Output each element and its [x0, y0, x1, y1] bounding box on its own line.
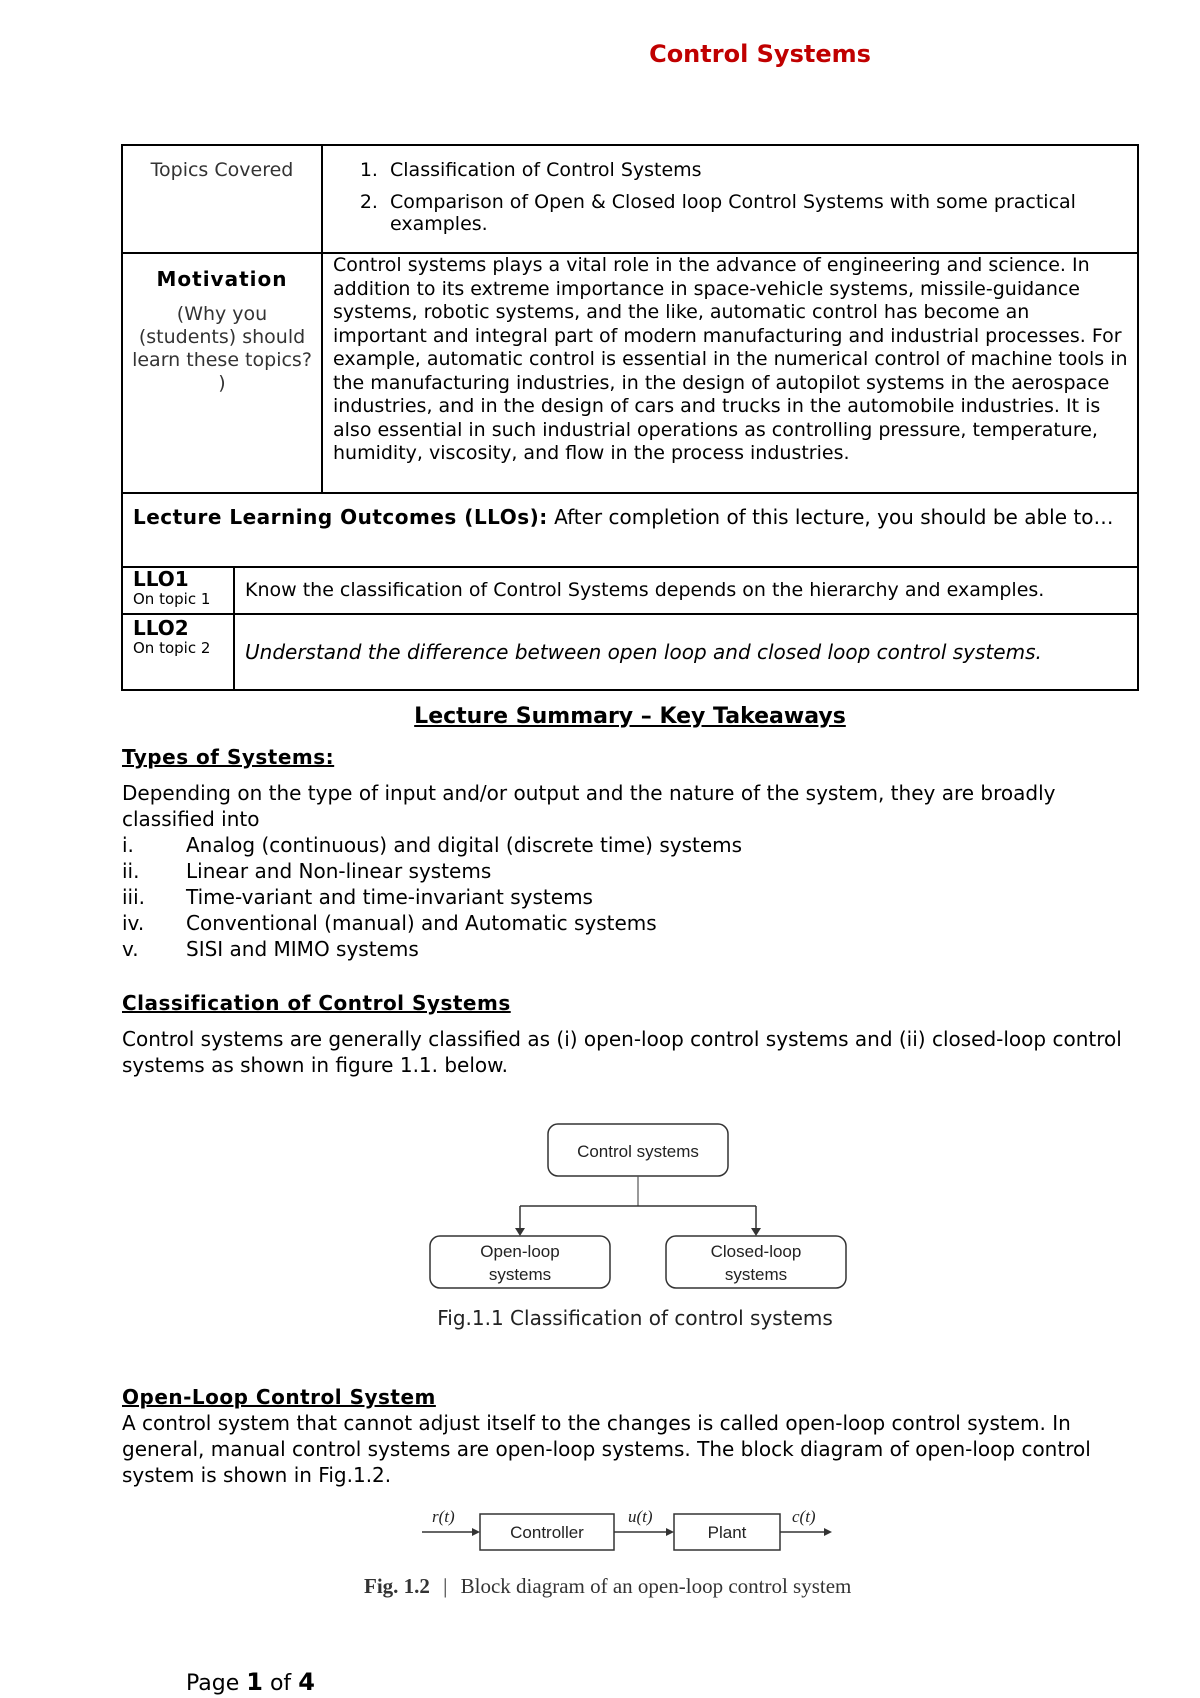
classification-diagram — [420, 1120, 860, 1295]
llo-text-cell — [234, 614, 1138, 690]
list-item — [122, 832, 1142, 858]
topics-list — [324, 159, 1136, 235]
lecture-info-table — [121, 144, 1139, 568]
openloop-section — [122, 1384, 1142, 1488]
list-text: Linear and Non-linear systems — [186, 859, 492, 883]
summary-heading: Lecture Summary – Key Takeaways — [414, 704, 846, 729]
llo-heading-bold: Lecture Learning Outcomes (LLOs): — [133, 505, 548, 529]
diagram-left-line2: systems — [488, 1265, 552, 1284]
llo-topic: On topic 2 — [133, 639, 211, 657]
motivation-subtitle: (Why you (students) should learn these topics? ) — [132, 303, 312, 394]
llo-text-cell — [234, 566, 1138, 614]
diagram-input-label: r(t) — [432, 1507, 455, 1526]
llo-heading-cell — [122, 493, 1138, 567]
classification-section — [122, 990, 1142, 1078]
llo-text: Understand the difference between open loop and closed loop control systems. — [245, 640, 1042, 664]
list-number: iv. — [122, 911, 145, 935]
topic-item: 2. Comparison of Open & Closed loop Control Systems with some practical examples. — [384, 191, 1136, 235]
llo-name: LLO2 — [133, 616, 189, 640]
footer-of-word: of — [269, 1671, 292, 1696]
list-number: ii. — [122, 859, 140, 883]
list-number: iii. — [122, 885, 146, 909]
types-intro: Depending on the type of input and/or output and the nature of the system, they are broadly classified into — [122, 781, 1056, 831]
motivation-text-cell — [322, 253, 1138, 493]
diagram-right-line2: systems — [724, 1265, 788, 1284]
fig2-caption-text: Block diagram of an open-loop control system — [460, 1574, 852, 1598]
fig2-caption-number: Fig. 1.2 — [364, 1574, 430, 1598]
page-footer — [186, 1668, 315, 1696]
list-number: i. — [122, 833, 134, 857]
llo-label-cell — [122, 566, 234, 614]
motivation-label-cell — [122, 253, 322, 493]
diagram-right-line1: Closed-loop — [710, 1242, 802, 1261]
topics-cell — [322, 145, 1138, 253]
types-section — [122, 744, 1142, 962]
header-title: Control Systems — [649, 40, 871, 68]
topic-item: 1. Classification of Control Systems — [384, 159, 1136, 181]
fig2-caption-separator: | — [443, 1574, 448, 1598]
types-heading: Types of Systems: — [122, 745, 335, 769]
footer-page-word: Page — [186, 1671, 240, 1696]
topics-label: Topics Covered — [150, 159, 294, 181]
fig1-caption: Fig.1.1 Classification of control systems — [437, 1306, 833, 1330]
diagram-mid-label: u(t) — [628, 1507, 653, 1526]
diagram-controller-label: Controller — [510, 1523, 584, 1542]
llo-heading-rest: After completion of this lecture, you should be able to… — [547, 505, 1114, 529]
fig2-caption — [364, 1574, 851, 1599]
footer-page-number: 1 — [246, 1668, 263, 1696]
diagram-plant-label: Plant — [707, 1523, 747, 1542]
list-item — [122, 910, 1142, 936]
openloop-heading: Open-Loop Control System — [122, 1385, 436, 1409]
llo-label-cell — [122, 614, 234, 690]
motivation-text: Control systems plays a vital role in the advance of engineering and science. In addition to its extreme importance in space-vehicle systems, missile-guidance systems, robotic systems, and the like, automatic control has become an important and integral part of modern manufacturing and industrial processes. For example, automatic control is essential in the numerical control of machine tools in the manufacturing industries, in the design of autopilot systems in the aerospace industries, and in the design of cars and trucks in the automobile industries. It is also essential in such industrial operations as controlling pressure, temperature, humidity, viscosity, and flow in the process industries. — [333, 254, 1128, 464]
footer-page-total: 4 — [298, 1668, 315, 1696]
list-item — [122, 884, 1142, 910]
motivation-title: Motivation — [156, 267, 288, 291]
diagram-left-line1: Open-loop — [480, 1242, 560, 1261]
llo-table — [121, 566, 1139, 691]
list-number: v. — [122, 937, 139, 961]
llo-text: Know the classification of Control Systems depends on the hierarchy and examples. — [245, 578, 1045, 601]
openloop-block-diagram — [420, 1498, 840, 1558]
llo-name: LLO1 — [133, 567, 189, 591]
list-item — [122, 936, 1142, 962]
list-item — [122, 858, 1142, 884]
list-text: Time-variant and time-invariant systems — [186, 885, 593, 909]
list-text: Analog (continuous) and digital (discrete time) systems — [186, 833, 743, 857]
list-text: Conventional (manual) and Automatic systems — [186, 911, 657, 935]
openloop-text: A control system that cannot adjust itself to the changes is called open-loop control system. In general, manual control systems are open-loop systems. The block diagram of open-loop control system is shown in Fig.1.2. — [122, 1411, 1091, 1487]
classification-heading: Classification of Control Systems — [122, 991, 511, 1015]
diagram-root-label: Control systems — [577, 1142, 699, 1161]
classification-text: Control systems are generally classified as (i) open-loop control systems and (ii) closed-loop control systems as shown in figure 1.1. below. — [122, 1027, 1122, 1077]
diagram-output-label: c(t) — [792, 1507, 816, 1526]
llo-topic: On topic 1 — [133, 590, 211, 608]
topics-label-cell — [122, 145, 322, 253]
list-text: SISI and MIMO systems — [186, 937, 419, 961]
